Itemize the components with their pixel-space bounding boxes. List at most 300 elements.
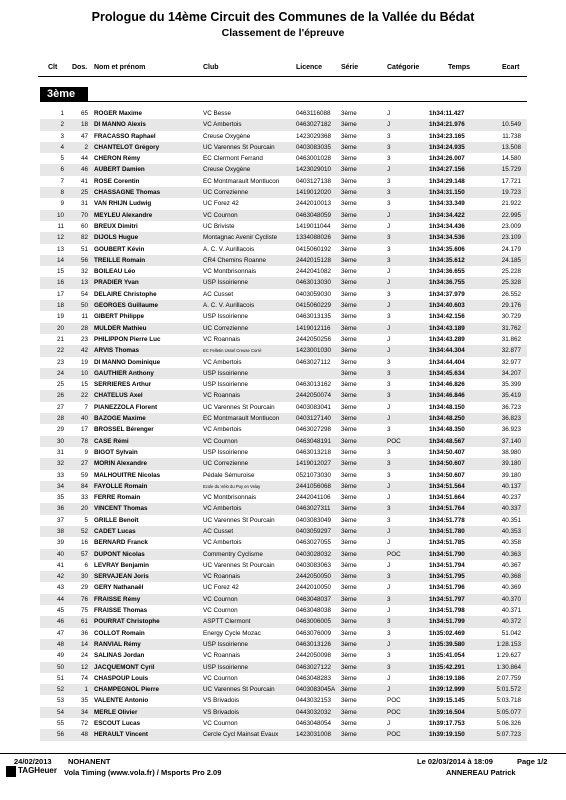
finish-time: 1h39:16.504 (429, 708, 465, 716)
category: J (387, 494, 391, 502)
result-rank: 54 (56, 708, 64, 716)
result-rank: 24 (56, 369, 64, 377)
time-gap: 40.372 (501, 618, 521, 626)
time-gap: 39.180 (501, 460, 521, 468)
club-name: A. C. V. Aurillacois (203, 245, 255, 253)
rider-name: BAZOGE Maxime (94, 415, 146, 423)
result-rank: 31 (56, 448, 64, 456)
finish-time: 1h35:41.054 (429, 652, 465, 660)
bib-number: 36 (80, 629, 88, 637)
result-rank: 10 (56, 211, 64, 219)
result-rank: 1 (60, 110, 64, 117)
licence-number: 0443032032 (296, 708, 332, 716)
club-name: USP Issoirienne (203, 381, 249, 389)
result-rank: 11 (57, 222, 64, 230)
club-name: VC Cournon (203, 211, 238, 219)
bib-number: 78 (80, 437, 88, 445)
table-row (0, 413, 566, 424)
category: J (387, 335, 391, 343)
time-gap: 40.337 (501, 505, 521, 513)
result-rank: 22 (56, 347, 64, 355)
club-name: VC Cournon (203, 674, 238, 682)
club-name: VC Montbrisonnais (203, 494, 257, 502)
bib-number: 5 (84, 516, 88, 524)
finish-time: 1h34:31.150 (429, 189, 465, 197)
time-gap: 17.721 (501, 177, 521, 185)
result-rank: 55 (56, 720, 64, 728)
category: 3 (387, 448, 391, 456)
club-name: UC Correzienne (203, 189, 249, 197)
licence-number: 2442050074 (296, 392, 332, 400)
finish-time: 1h34:44.304 (429, 347, 465, 355)
table-row (0, 582, 566, 593)
table-row (0, 232, 566, 243)
result-rank: 46 (56, 618, 64, 626)
table-row (0, 221, 566, 232)
club-name: EC Montmarault Montlucon (203, 177, 280, 185)
footer-organizer: NOHANENT (68, 757, 111, 766)
bib-number: 57 (80, 550, 88, 558)
serie: 3ème (341, 652, 357, 660)
serie: 3ème (341, 539, 357, 547)
category: 3 (387, 629, 391, 637)
bib-number: 12 (80, 663, 88, 671)
bib-number: 1 (84, 686, 88, 694)
bib-number: 47 (80, 132, 88, 140)
serie: 3ème (341, 381, 357, 389)
bib-number: 74 (80, 674, 88, 682)
club-name: UC Varennes St Pourcain (203, 143, 275, 151)
time-gap: 23.009 (501, 222, 521, 230)
bib-number: 44 (80, 155, 88, 163)
club-name: Ecole du Vélo du Puy en Velay (203, 483, 261, 489)
finish-time: 1h34:37.979 (429, 290, 465, 298)
rider-name: PIANEZZOLA Florent (94, 403, 158, 411)
table-row (0, 255, 566, 266)
finish-time: 1h39:12.999 (429, 686, 465, 694)
result-rank: 18 (56, 302, 64, 310)
bib-number: 32 (80, 268, 88, 276)
category: 3 (387, 358, 391, 366)
licence-number: 1334088026 (296, 234, 332, 242)
result-rank: 3 (60, 132, 64, 140)
rider-name: TREILLE Romain (94, 256, 146, 264)
serie: 3ème (341, 618, 357, 626)
licence-number: 0463027298 (296, 426, 332, 434)
table-row (0, 616, 566, 627)
rider-name: GOUBERT Kévin (94, 245, 145, 253)
club-name: UC Varennes St Pourcain (203, 686, 275, 694)
rider-name: FAYOLLE Romain (94, 482, 148, 490)
table-row (0, 300, 566, 311)
club-name: A. C. V. Aurillacois (203, 302, 255, 310)
category: 3 (387, 234, 391, 242)
category: J (387, 347, 391, 355)
finish-time: 1h34:23.165 (429, 132, 465, 140)
finish-time: 1h34:42.156 (429, 313, 465, 321)
result-rank: 26 (56, 392, 64, 400)
rider-name: CHATELUS Axel (94, 392, 143, 400)
finish-time: 1h34:26.007 (429, 155, 465, 163)
bib-number: 31 (80, 200, 88, 208)
serie: 3ème (341, 143, 357, 151)
rider-name: BROSSEL Bérenger (94, 426, 154, 434)
category: 3 (387, 245, 391, 253)
result-rank: 28 (56, 415, 64, 423)
club-name: VS Brivadois (203, 697, 240, 705)
result-rank: 51 (56, 674, 64, 682)
rider-name: MALHOUITRE Nicolas (94, 471, 161, 479)
serie: 3ème (341, 471, 357, 479)
licence-number: 2442010013 (296, 200, 332, 208)
club-name: AC Cusset (203, 527, 234, 535)
footer-operator: ANNEREAU Patrick (446, 768, 516, 777)
bib-number: 48 (80, 731, 88, 739)
licence-number: 2442015128 (296, 256, 332, 264)
licence-number: 0463027055 (296, 539, 332, 547)
time-gap: 40.368 (501, 573, 521, 581)
serie: 3ème (341, 290, 357, 298)
rider-name: PHILIPPON Pierre Luc (94, 335, 161, 343)
serie: 3ème (341, 121, 357, 129)
rider-name: LEVRAY Benjamin (94, 561, 149, 569)
serie: 3ème (341, 708, 357, 716)
finish-time: 1h34:51.778 (429, 516, 465, 524)
serie: 3ème (341, 640, 357, 648)
rider-name: MORIN Alexandre (94, 460, 147, 468)
club-name: VS Brivadois (203, 708, 240, 716)
serie: 3ème (341, 222, 357, 230)
footer-page: Page 1/2 (517, 757, 548, 766)
category: J (387, 686, 391, 694)
category: 3 (387, 595, 391, 603)
finish-time: 1h34:33.349 (429, 200, 465, 208)
result-rank: 17 (56, 290, 64, 298)
result-rank: 16 (56, 279, 64, 287)
category: J (387, 403, 391, 411)
finish-time: 1h34:34.422 (429, 211, 465, 219)
result-rank: 9 (60, 200, 64, 208)
logo-text: TAGHeuer (18, 766, 57, 775)
finish-time: 1h34:48.567 (429, 437, 465, 445)
serie: 3ème (341, 347, 357, 355)
table-row (0, 176, 566, 187)
category: J (387, 527, 391, 535)
finish-time: 1h35:42.291 (429, 663, 465, 671)
time-gap: 40.351 (501, 516, 521, 524)
rider-name: SERVAJEAN Joris (94, 573, 149, 581)
time-gap: 29.176 (501, 302, 521, 310)
category: J (387, 222, 391, 230)
table-row (0, 515, 566, 526)
finish-time: 1h34:48.150 (429, 403, 465, 411)
table-row (0, 345, 566, 356)
licence-number: 0463048054 (296, 720, 332, 728)
result-rank: 13 (56, 245, 64, 253)
club-name: Creuse Oxygène (203, 166, 251, 174)
col-header-temps: Temps (448, 64, 471, 71)
rider-name: ESCOUT Lucas (94, 720, 141, 728)
club-name: UC Varennes St Pourcain (203, 403, 275, 411)
time-gap: 11.738 (502, 132, 521, 140)
table-row (0, 164, 566, 175)
serie: 3ème (341, 200, 357, 208)
result-rank: 4 (60, 143, 64, 151)
club-name: USP Issoirienne (203, 448, 249, 456)
table-row (0, 198, 566, 209)
rider-name: DI MANNO Alexis (94, 121, 146, 129)
category: J (387, 166, 391, 174)
result-rank: 2 (60, 121, 64, 129)
time-gap: 23.109 (501, 234, 521, 242)
bib-number: 65 (80, 110, 88, 117)
club-name: USP Issoirienne (203, 640, 249, 648)
category: 3 (387, 143, 391, 151)
result-rank: 6 (60, 166, 64, 174)
time-gap: 10.549 (501, 121, 521, 129)
serie: 3ème (341, 516, 357, 524)
time-gap: 5:01.572 (496, 686, 521, 694)
rider-name: BOILEAU Léo (94, 268, 136, 276)
licence-number: 1423001030 (296, 347, 332, 355)
table-row (0, 639, 566, 650)
category: 3 (387, 177, 391, 185)
tagheuer-emblem-icon (6, 766, 16, 777)
footer-edited: Le 02/03/2014 à 18:09 (417, 757, 493, 766)
club-name: VC Ambertois (203, 121, 242, 129)
club-name: Commentry Cyclisme (203, 550, 263, 558)
result-rank: 23 (56, 358, 64, 366)
table-row (0, 729, 566, 740)
serie: 3ème (341, 697, 357, 705)
table-row (0, 142, 566, 153)
bib-number: 20 (80, 505, 88, 513)
rider-name: BIGOT Sylvain (94, 448, 138, 456)
time-gap: 32.877 (501, 347, 521, 355)
licence-number: 1423029010 (296, 166, 332, 174)
licence-number: 0463048038 (296, 607, 332, 615)
time-gap: 37.140 (501, 437, 521, 445)
rider-name: GERY Nathanaël (94, 584, 144, 592)
bib-number: 22 (80, 392, 88, 400)
category: 3 (387, 460, 391, 468)
rider-name: ROGER Maxime (94, 110, 142, 117)
time-gap: 30.729 (501, 313, 521, 321)
time-gap: 35.399 (501, 381, 521, 389)
finish-time: 1h34:51.664 (429, 494, 465, 502)
table-row (0, 266, 566, 277)
bib-number: 23 (80, 335, 88, 343)
time-gap: 35.419 (501, 392, 521, 400)
serie: 3ème (341, 177, 357, 185)
time-gap: 40.367 (501, 561, 521, 569)
bib-number: 60 (80, 222, 88, 230)
rider-name: MEYLEU Alexandre (94, 211, 153, 219)
time-gap: 40.137 (501, 482, 521, 490)
club-name: Pédale Sémuroise (203, 471, 255, 479)
header-divider (38, 76, 527, 77)
club-name: CR4 Chemins Roanne (203, 256, 266, 264)
category: 3 (387, 381, 391, 389)
table-row (0, 481, 566, 492)
finish-time: 1h35:39.580 (429, 640, 465, 648)
finish-time: 1h34:51.798 (429, 607, 465, 615)
bib-number: 15 (80, 381, 88, 389)
bib-number: 59 (80, 471, 88, 479)
bib-number: 28 (80, 324, 88, 332)
finish-time: 1h34:21.976 (429, 121, 465, 129)
bib-number: 72 (80, 720, 88, 728)
serie: 3ème (341, 448, 357, 456)
serie: 3ème (341, 268, 357, 276)
table-row (0, 650, 566, 661)
bib-number: 30 (80, 573, 88, 581)
serie: 3ème (341, 302, 357, 310)
rider-name: CHAMPEGNOL Pierre (94, 686, 159, 694)
category: 3 (387, 369, 391, 377)
finish-time: 1h34:44.404 (429, 358, 465, 366)
serie: 3ème (341, 279, 357, 287)
serie: 3ème (341, 686, 357, 694)
result-rank: 36 (56, 505, 64, 513)
rider-name: FERRE Romain (94, 494, 141, 502)
category: J (387, 674, 391, 682)
serie: 3ème (341, 561, 357, 569)
finish-time: 1h34:46.846 (429, 392, 465, 400)
licence-number: 0403083063 (296, 561, 332, 569)
licence-number: 0463006005 (296, 618, 332, 626)
rider-name: DIJOLS Hugue (94, 234, 139, 242)
rider-name: FRAISSE Thomas (94, 607, 148, 615)
table-row (0, 684, 566, 695)
rider-name: VAN RHIJN Ludwig (94, 200, 152, 208)
table-row (0, 379, 566, 390)
category: J (387, 640, 391, 648)
licence-number: 1419012020 (296, 189, 332, 197)
serie: 3ème (341, 211, 357, 219)
bib-number: 27 (80, 460, 88, 468)
category: J (387, 607, 391, 615)
bib-number: 13 (80, 279, 88, 287)
category: J (387, 211, 391, 219)
result-rank: 33 (56, 471, 64, 479)
finish-time: 1h34:51.764 (429, 505, 465, 513)
serie: 3ème (341, 607, 357, 615)
col-header-serie: Série (341, 64, 359, 71)
time-gap: 31.862 (501, 335, 521, 343)
table-row (0, 673, 566, 684)
finish-time: 1h36:19.186 (429, 674, 465, 682)
category: 3 (387, 132, 391, 140)
bib-number: 29 (80, 584, 88, 592)
result-rank: 50 (56, 663, 64, 671)
category-divider (40, 101, 527, 102)
result-rank: 34 (56, 482, 64, 490)
bib-number: 41 (80, 177, 88, 185)
finish-time: 1h34:27.156 (429, 166, 465, 174)
category: J (387, 279, 391, 287)
time-gap: 36.923 (501, 426, 521, 434)
category: J (387, 584, 391, 592)
category: J (387, 720, 391, 728)
bib-number: 34 (80, 708, 88, 716)
licence-number: 2441056068 (296, 482, 332, 490)
time-gap: 1:30.864 (496, 663, 521, 671)
category: J (387, 539, 391, 547)
category: POC (387, 697, 401, 705)
club-name: UC Correzienne (203, 324, 249, 332)
licence-number: 2442041082 (296, 268, 332, 276)
rider-name: VALENTE Antonio (94, 697, 149, 705)
table-row (0, 503, 566, 514)
result-rank: 27 (56, 403, 64, 411)
result-rank: 43 (56, 584, 64, 592)
result-rank: 21 (56, 335, 64, 343)
licence-number: 0463048191 (296, 437, 332, 445)
licence-number: 2442050050 (296, 573, 332, 581)
club-name: UC Forez 42 (203, 584, 239, 592)
time-gap: 51.042 (501, 629, 521, 637)
page-subtitle: Classement de l'épreuve (221, 27, 345, 39)
page-title: Prologue du 14ème Circuit des Communes de la Vallée du Bédat (91, 10, 475, 24)
licence-number: 0463048059 (296, 211, 332, 219)
table-row (0, 424, 566, 435)
bib-number: 35 (80, 697, 88, 705)
club-name: Montagnac Avenir Cycliste (203, 234, 278, 242)
club-name: VC Ambertois (203, 426, 242, 434)
finish-time: 1h34:43.289 (429, 335, 465, 343)
serie: 3ème (341, 155, 357, 163)
category: J (387, 482, 391, 490)
club-name: AC Cusset (203, 290, 234, 298)
rider-name: SALINAS Jordan (94, 652, 145, 660)
table-row (0, 707, 566, 718)
category: 3 (387, 290, 391, 298)
time-gap: 40.370 (501, 595, 521, 603)
result-rank: 40 (56, 550, 64, 558)
table-row (0, 628, 566, 639)
finish-time: 1h34:51.797 (429, 595, 465, 603)
rider-name: CASE Rémi (94, 437, 129, 445)
licence-number: 0463027182 (296, 121, 332, 129)
licence-number: 0403059030 (296, 290, 332, 298)
serie: 3ème (341, 392, 357, 400)
result-rank: 14 (56, 256, 64, 264)
licence-number: 0463076009 (296, 629, 332, 637)
bib-number: 84 (80, 482, 88, 490)
finish-time: 1h34:40.603 (429, 302, 465, 310)
club-name: Cercle Cycl Mainsat Evaux (203, 731, 279, 739)
licence-number: 2442050256 (296, 335, 332, 343)
time-gap: 15.729 (501, 166, 521, 174)
bib-number: 70 (80, 211, 88, 219)
serie: 3ème (341, 550, 357, 558)
serie: 3ème (341, 313, 357, 321)
licence-number: 2442050098 (296, 652, 332, 660)
result-rank: 52 (56, 686, 64, 694)
category: 3 (387, 573, 391, 581)
time-gap: 36.823 (501, 415, 521, 423)
category: 3 (387, 155, 391, 163)
footer-software: Vola Timing (www.vola.fr) / Msports Pro 2.09 (64, 768, 222, 777)
finish-time: 1h34:36.655 (429, 268, 465, 276)
rider-name: FRAISSE Rémy (94, 595, 141, 603)
serie: 3ème (341, 482, 357, 490)
finish-time: 1h34:45.634 (429, 369, 465, 377)
club-name: USP Issoirienne (203, 369, 249, 377)
table-row (0, 357, 566, 368)
result-rank: 5 (60, 155, 64, 163)
